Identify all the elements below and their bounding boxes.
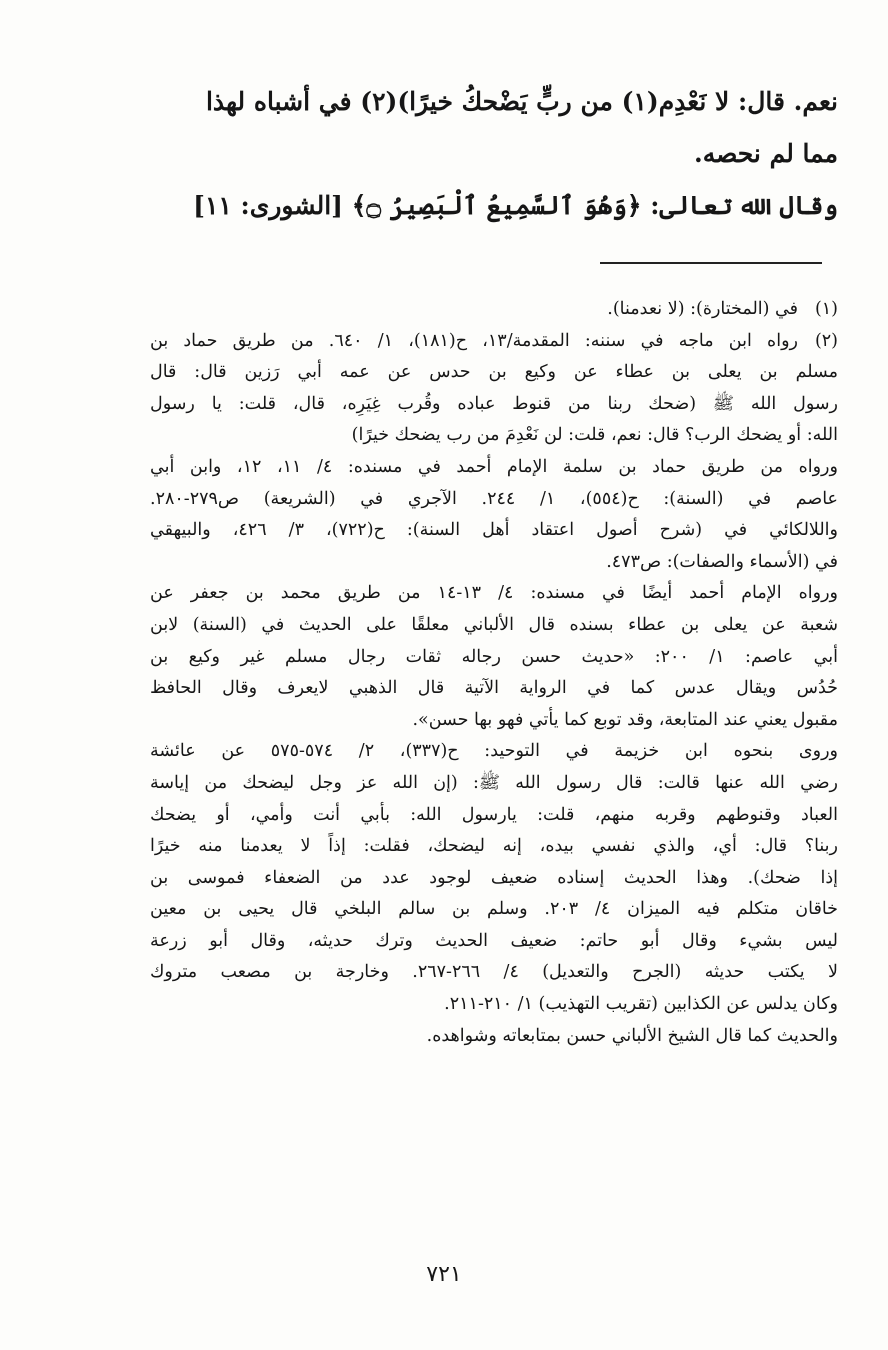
footnote-line: ورواه من طريق حماد بن سلمة الإمام أحمد في مسنده: ٤/ ١١، ١٢، وابن أبي [150, 456, 838, 477]
footnote-number: (١) [814, 299, 838, 319]
footnote-line: لا يكتب حديثه (الجرح والتعديل) ٤/ ٢٦٦-٢٦٧. وخارجة بن مصعب متروك [150, 962, 838, 983]
footnote-separator [600, 262, 822, 264]
footnote-line: مسلم بن يعلى بن عطاء عن وكيع بن حدس عن عمه أبي رَزين قال: قال [150, 362, 838, 383]
footnote-line: وكان يدلس عن الكذابين (تقريب التهذيب) ١/ ٢١٠-٢١١. [444, 994, 838, 1015]
main-text-line: مما لم نحصه. [693, 139, 838, 168]
footnote-line: شعبة عن يعلى بن عطاء بسنده قال الألباني معلقًا على الحديث في (السنة) لابن [150, 614, 838, 635]
footnote-2-continuation [150, 357, 838, 1052]
footnote-line: واللالكائي في (شرح أصول اعتقاد أهل السنة): ح(٧٢٢)، ٣/ ٤٢٦، والبيهقي [150, 520, 838, 541]
footnote-line: حُدُس ويقال عدس كما في الرواية الآتية قال الذهبي لايعرف وقال الحافظ [150, 678, 838, 699]
footnote-line: مقبول يعني عند المتابعة، وقد توبع كما يأتي فهو بها حسن». [412, 709, 838, 730]
footnote-2 [150, 326, 838, 358]
footnote-line: والحديث كما قال الشيخ الألباني حسن بمتابعاته وشواهده. [426, 1025, 838, 1046]
footnote-line: أبي عاصم: ١/ ٢٠٠: «حديث حسن رجاله ثقات رجال مسلم غير وكيع بن [150, 646, 838, 667]
footnotes [150, 294, 838, 1052]
footnote-line: رسول الله ﷺ (ضحك ربنا من قنوط عباده وقُرب غِيَرِه، قال، قلت: يا رسول [150, 393, 838, 414]
footnote-line: ورواه الإمام أحمد أيضًا في مسنده: ٤/ ١٣-١٤ من طريق محمد بن جعفر عن [150, 583, 838, 604]
footnote-line: في (المختارة): (لا نعدمنا). [607, 299, 798, 319]
footnote-line: العباد وقنوطهم وقربه منهم، قلت: يارسول الله: بأبي أنت وأمي، أو يضحك [150, 804, 838, 825]
footnote-1 [150, 294, 838, 326]
footnote-line: في (الأسماء والصفات): ص٤٧٣. [606, 551, 838, 572]
main-text-line: وقال الله تعالى: ﴿وَهُوَ ٱلسَّمِيعُ ٱلْبَصِيرُ ۝﴾ [الشورى: ١١] [193, 191, 838, 220]
footnote-line: رواه ابن ماجه في سننه: المقدمة/١٣، ح(١٨١)، ١/ ٦٤٠. من طريق حماد بن [150, 330, 798, 351]
footnote-line: إذا ضحك). وهذا الحديث إسناده ضعيف لوجود عدد من الضعفاء فموسى بن [150, 867, 838, 888]
footnote-line: خاقان متكلم فيه الميزان ٤/ ٢٠٣. وسلم بن سالم البلخي قال يحيى بن معين [150, 899, 838, 920]
footnote-number: (٢) [814, 330, 838, 351]
footnote-line: عاصم في (السنة): ح(٥٥٤)، ١/ ٢٤٤. الآجري في (الشريعة) ص٢٧٩-٢٨٠. [150, 488, 838, 509]
main-text-line: نعم. قال: لا نَعْدِم(١) من ربٍّ يَضْحكُ خيرًا)(٢) في أشباه لهذا [205, 87, 838, 116]
main-text [150, 76, 838, 232]
footnote-line: ربنا؟ قال: أي، والذي نفسي بيده، إنه ليضحك، فقلت: إذاً لا يعدمنا منه خيرًا [150, 836, 838, 857]
footnote-line: وروى بنحوه ابن خزيمة في التوحيد: ح(٣٣٧)، ٢/ ٥٧٤-٥٧٥ عن عائشة [150, 741, 838, 762]
footnote-line: الله: أو يضحك الرب؟ قال: نعم، قلت: لن نَعْدِمَ من رب يضحك خيرًا) [351, 425, 838, 446]
footnote-line: ليس بشيء وقال أبو حاتم: ضعيف الحديث وترك حديثه، وقال أبو زرعة [150, 930, 838, 951]
page-number: ٧٢١ [426, 1262, 462, 1287]
footnote-line: رضي الله عنها قالت: قال رسول الله ﷺ: (إن الله عز وجل ليضحك من إياسة [150, 772, 838, 793]
